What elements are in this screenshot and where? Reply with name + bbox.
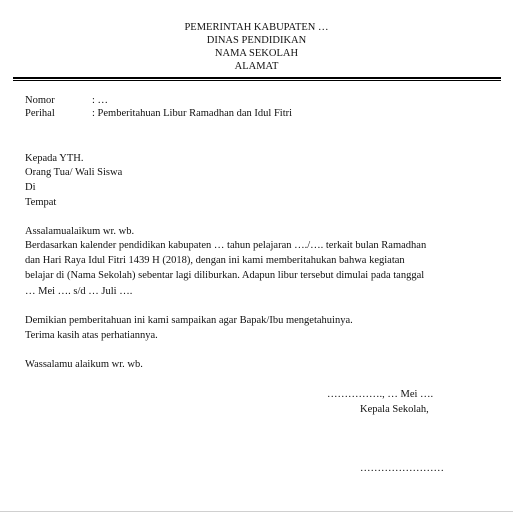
body-paragraph-line: belajar di (Nama Sekolah) sebentar lagi diliburkan. Adapun libur tersebut dimulai pada tanggal xyxy=(25,270,425,281)
letterhead-divider-thin xyxy=(13,80,501,81)
perihal-value: : Pemberitahuan Libur Ramadhan dan Idul Fitri xyxy=(92,108,293,119)
signature-name-blank: …………………… xyxy=(360,463,444,474)
signature-place-date: ……………., … Mei …. xyxy=(327,389,434,400)
nomor-value: : … xyxy=(92,95,109,106)
page-bottom-edge xyxy=(0,511,513,512)
body-paragraph-line: … Mei …. s/d … Juli …. xyxy=(25,286,133,297)
recipient-name: Orang Tua/ Wali Siswa xyxy=(25,167,123,178)
perihal-label: Perihal xyxy=(25,108,55,119)
closing-paragraph-line: Demikian pemberitahuan ini kami sampaikan agar Bapak/Ibu mengetahuinya. xyxy=(25,315,353,326)
header-government: PEMERINTAH KABUPATEN … xyxy=(184,22,329,33)
recipient-di: Di xyxy=(25,182,36,193)
signature-title: Kepala Sekolah, xyxy=(360,404,429,415)
nomor-label: Nomor xyxy=(25,95,55,106)
opening-greeting: Assalamualaikum wr. wb. xyxy=(25,226,135,237)
header-school-name: NAMA SEKOLAH xyxy=(214,48,299,59)
body-paragraph-line: dan Hari Raya Idul Fitri 1439 H (2018), dengan ini kami memberitahukan bahwa kegiatan xyxy=(25,255,405,266)
recipient-place: Tempat xyxy=(25,197,57,208)
closing-greeting: Wassalamu alaikum wr. wb. xyxy=(25,359,143,370)
header-department: DINAS PENDIDIKAN xyxy=(206,35,307,46)
header-address: ALAMAT xyxy=(234,61,279,72)
body-paragraph-line: Berdasarkan kalender pendidikan kabupaten … tahun pelajaran …./…. terkait bulan Ramadhan xyxy=(25,240,427,251)
closing-paragraph-line: Terima kasih atas perhatiannya. xyxy=(25,330,158,341)
letterhead-divider-thick xyxy=(13,77,501,79)
recipient-salutation: Kepada YTH. xyxy=(25,153,84,164)
